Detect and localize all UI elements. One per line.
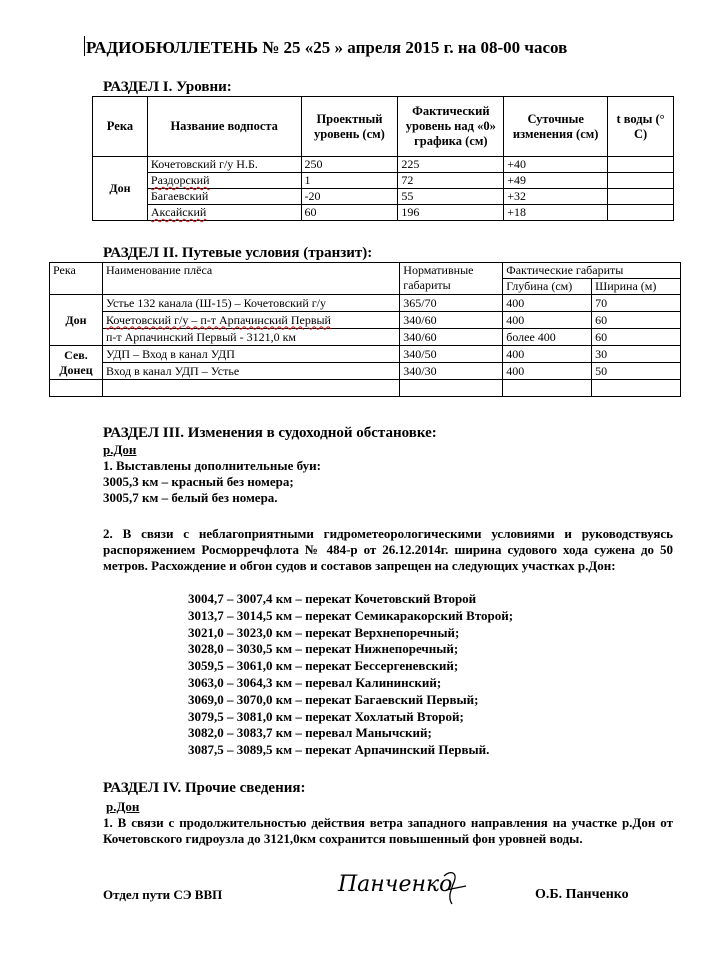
- signature-flourish: [440, 868, 470, 908]
- reach-cell: Вход в канал УДП – Устье: [102, 363, 399, 380]
- change-cell: +32: [504, 189, 608, 205]
- norm-cell: 340/60: [400, 329, 503, 346]
- header-reach: Наименование плёса: [102, 263, 399, 295]
- list-item: 3004,7 – 3007,4 км – перекат Кочетовский Второй: [188, 591, 477, 606]
- norm-cell: 365/70: [400, 295, 503, 312]
- table-row: [50, 312, 681, 329]
- levels-header-row: [93, 97, 674, 157]
- width-cell: 70: [592, 295, 681, 312]
- table-row: [50, 295, 681, 312]
- header-river: Река: [50, 263, 103, 295]
- header-project: Проектный уровень (см): [301, 97, 398, 157]
- actual-cell: 196: [398, 205, 504, 221]
- depth-cell: 400: [503, 346, 592, 363]
- depth-cell: 400: [503, 363, 592, 380]
- project-cell: 1: [301, 173, 398, 189]
- department-label: Отдел пути СЭ ВВП: [103, 887, 223, 902]
- post-cell: [147, 173, 301, 189]
- list-item: 3063,0 – 3064,3 км – перевал Калининский;: [188, 674, 442, 690]
- empty-cell: [400, 380, 503, 397]
- buoy-line: 3005,7 км – белый без номера.: [103, 490, 278, 505]
- reach-cell: п-т Арпачинский Первый - 3121,0 км: [102, 329, 399, 346]
- header-change: Суточные изменения (см): [504, 97, 608, 157]
- header-depth: Глубина (см): [503, 279, 592, 295]
- list-item: 3013,7 – 3014,5 км – перекат Семикаракорский Второй;: [188, 607, 514, 623]
- list-item: 3079,5 – 3081,0 км – перекат Хохлатый Второй;: [188, 708, 464, 724]
- table-row: [93, 173, 674, 189]
- project-cell: -20: [301, 189, 398, 205]
- section3-item2: 2. В связи с неблагоприятными гидрометеорологическими условиями и руководствуясь распоряжением Росморречфлота № 484-р от 26.12.2014г. ширина судового хода сужена до 50 метров. Расхождение и обгон судов и составов запрещен на следующих участках р.Дон:: [103, 526, 673, 573]
- norm-cell: 340/30: [400, 363, 503, 380]
- reach-cell: [102, 295, 399, 312]
- section4-text: 1. В связи с продолжительностью действия ветра западного направления на участке р.Дон от Кочетовского гидроузла до 3121,0км сохранится повышенный фон уровней воды.: [103, 815, 673, 846]
- temp-cell: [608, 205, 674, 221]
- list-item: 3087,5 – 3089,5 км – перекат Арпачинский Первый.: [188, 742, 490, 758]
- table-row: [50, 363, 681, 380]
- temp-cell: [608, 173, 674, 189]
- header-post-label: Название водпоста: [170, 119, 278, 133]
- river-cell: Дон: [93, 157, 148, 221]
- reach-cell: [102, 312, 399, 329]
- post-cell: Кочетовский г/у Н.Б.: [147, 157, 301, 173]
- width-cell: 60: [592, 312, 681, 329]
- table-row: [93, 157, 674, 173]
- temp-cell: [608, 157, 674, 173]
- change-cell: +40: [504, 157, 608, 173]
- header-temp: t воды (° С): [608, 97, 674, 157]
- change-cell: +18: [504, 205, 608, 221]
- reach-name: Кочетовский г/у – п-т Арпачинский Первый: [105, 312, 331, 327]
- section2-heading: РАЗДЕЛ II. Путевые условия (транзит):: [103, 245, 373, 261]
- signer-name: О.Б. Панченко: [535, 887, 629, 902]
- header-actual: Фактический уровень над «0» графика (см): [398, 97, 504, 157]
- table-row: [93, 189, 674, 205]
- segments-list: [188, 591, 513, 759]
- list-item: 3021,0 – 3023,0 км – перекат Верхнепоречный;: [188, 624, 460, 640]
- handwritten-signature: Панченко: [338, 872, 453, 897]
- list-item: 3082,0 – 3083,7 км – перевал Манычский;: [188, 725, 432, 741]
- depth-cell: 400: [503, 312, 592, 329]
- levels-table: [92, 96, 674, 221]
- header-normative: Нормативные габариты: [400, 263, 503, 295]
- section4-river: р.Дон: [106, 799, 140, 814]
- project-cell: 250: [301, 157, 398, 173]
- reach-cell: УДП – Вход в канал УДП: [102, 346, 399, 363]
- page-title: РАДИОБЮЛЛЕТЕНЬ № 25 «25 » апреля 2015 г. на 08-00 часов: [86, 38, 568, 57]
- section3-river: р.Дон: [103, 442, 137, 457]
- table-row: [50, 329, 681, 346]
- actual-cell: 72: [398, 173, 504, 189]
- river-cell: Сев. Донец: [50, 346, 103, 380]
- depth-cell: 400: [503, 295, 592, 312]
- header-width: Ширина (м): [592, 279, 681, 295]
- transit-table: [49, 262, 681, 397]
- post-cell: [147, 205, 301, 221]
- reach-name: Устье 132 канала (Ш-15) – Кочетовский г/у: [105, 295, 327, 310]
- header-actual: Фактические габариты: [503, 263, 681, 279]
- transit-header-row: [50, 263, 681, 279]
- header-river: Река: [93, 97, 148, 157]
- change-cell: +49: [504, 173, 608, 189]
- width-cell: 30: [592, 346, 681, 363]
- list-item: 3059,5 – 3061,0 км – перекат Бессергеневский;: [188, 658, 459, 674]
- list-item: 3069,0 – 3070,0 км – перекат Багаевский Первый;: [188, 691, 479, 707]
- project-cell: 60: [301, 205, 398, 221]
- text-cursor: [84, 36, 85, 56]
- list-item: 3028,0 – 3030,5 км – перекат Нижнепоречный;: [188, 641, 459, 657]
- actual-cell: 225: [398, 157, 504, 173]
- width-cell: 50: [592, 363, 681, 380]
- river-cell: Дон: [50, 295, 103, 346]
- section3-heading: РАЗДЕЛ III. Изменения в судоходной обстановке:: [103, 425, 437, 441]
- section3-item1: 1. Выставлены дополнительные буи:: [103, 458, 321, 473]
- empty-cell: [592, 380, 681, 397]
- post-name: Аксайский: [150, 205, 207, 219]
- norm-cell: 340/50: [400, 346, 503, 363]
- empty-cell: [102, 380, 399, 397]
- header-post: [147, 97, 301, 157]
- table-row: [93, 205, 674, 221]
- empty-row: [50, 380, 681, 397]
- norm-cell: 340/60: [400, 312, 503, 329]
- buoy-line: 3005,3 км – красный без номера;: [103, 474, 294, 489]
- section1-heading: РАЗДЕЛ I. Уровни:: [103, 79, 232, 95]
- empty-cell: [50, 380, 103, 397]
- post-name: Раздорский: [150, 173, 210, 187]
- actual-cell: 55: [398, 189, 504, 205]
- post-cell: Багаевский: [147, 189, 301, 205]
- width-cell: 60: [592, 329, 681, 346]
- table-row: [50, 346, 681, 363]
- temp-cell: [608, 189, 674, 205]
- empty-cell: [503, 380, 592, 397]
- depth-cell: более 400: [503, 329, 592, 346]
- section4-heading: РАЗДЕЛ IV. Прочие сведения:: [103, 780, 306, 796]
